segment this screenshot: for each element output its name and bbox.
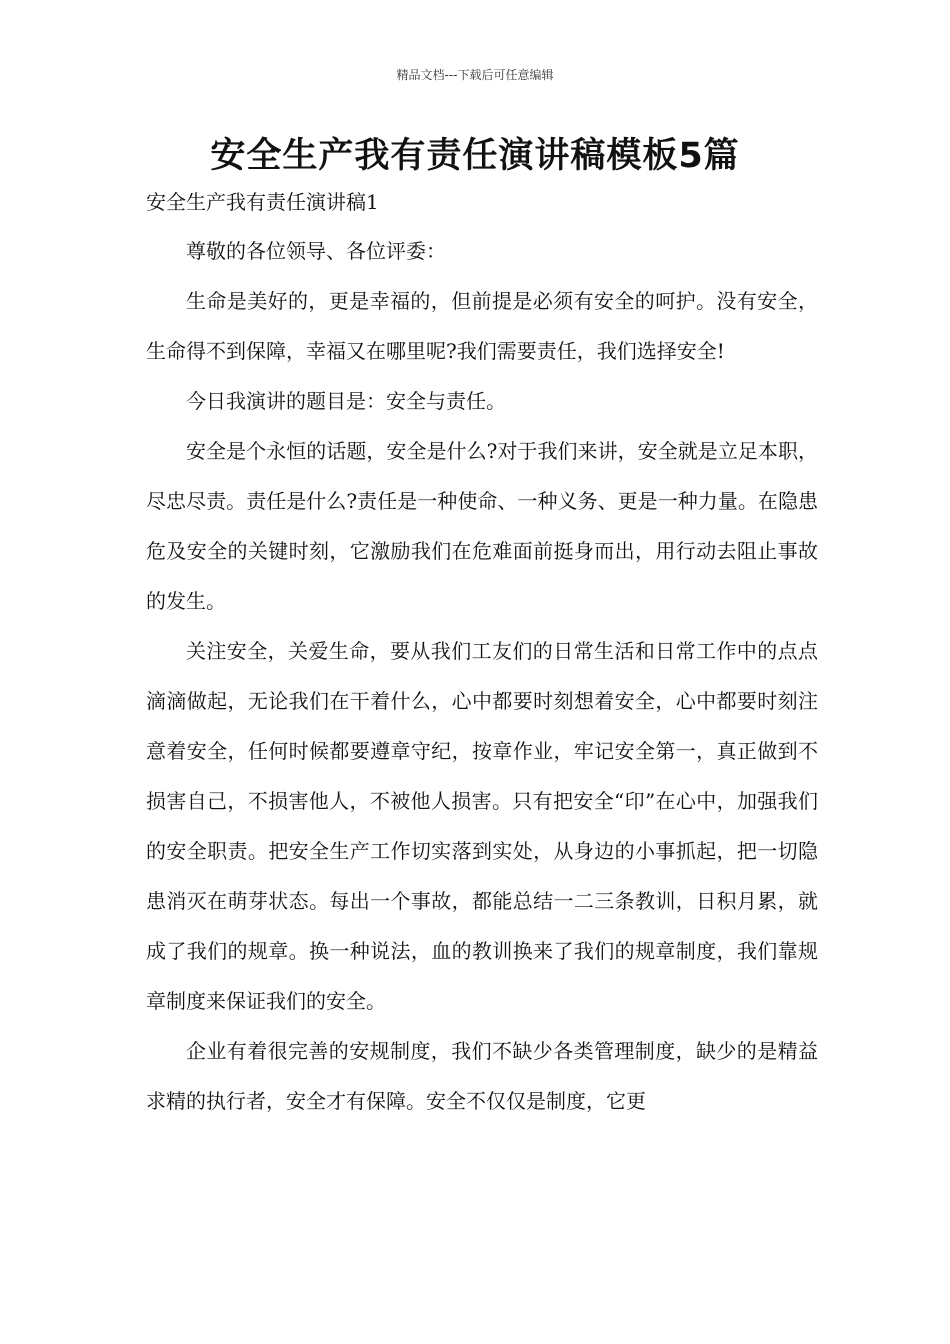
paragraph: 生命是美好的，更是幸福的，但前提是必须有安全的呵护。没有安全，生命得不到保障，幸福又在哪里呢?我们需要责任，我们选择安全!	[146, 289, 818, 363]
paragraph-salutation: 尊敬的各位领导、各位评委：	[186, 239, 446, 263]
paragraph: 今日我演讲的题目是：安全与责任。	[186, 389, 506, 413]
header-note: 精品文档---下载后可任意编辑	[396, 68, 554, 82]
document-title: 安全生产我有责任演讲稿模板5篇	[210, 136, 740, 176]
paragraph: 企业有着很完善的安规制度，我们不缺少各类管理制度，缺少的是精益求精的执行者，安全才有保障。安全不仅仅是制度，它更	[146, 1039, 818, 1113]
section-subtitle: 安全生产我有责任演讲稿1	[146, 190, 379, 214]
paragraph: 安全是个永恒的话题，安全是什么?对于我们来讲，安全就是立足本职，尽忠尽责。责任是什么?责任是一种使命、一种义务、更是一种力量。在隐患危及安全的关键时刻，它激励我们在危难面前挺身而出，用行动去阻止事故的发生。	[146, 439, 818, 613]
paragraph: 关注安全，关爱生命，要从我们工友们的日常生活和日常工作中的点点滴滴做起，无论我们在干着什么，心中都要时刻想着安全，心中都要时刻注意着安全，任何时候都要遵章守纪，按章作业，牢记安全第一，真正做到不损害自己，不损害他人，不被他人损害。只有把安全“印”在心中，加强我们的安全职责。把安全生产工作切实落到实处，从身边的小事抓起，把一切隐患消灭在萌芽状态。每出一个事故，都能总结一二三条教训，日积月累，就成了我们的规章。换一种说法，血的教训换来了我们的规章制度，我们靠规章制度来保证我们的安全。	[146, 639, 818, 1013]
document-body	[146, 226, 818, 1126]
